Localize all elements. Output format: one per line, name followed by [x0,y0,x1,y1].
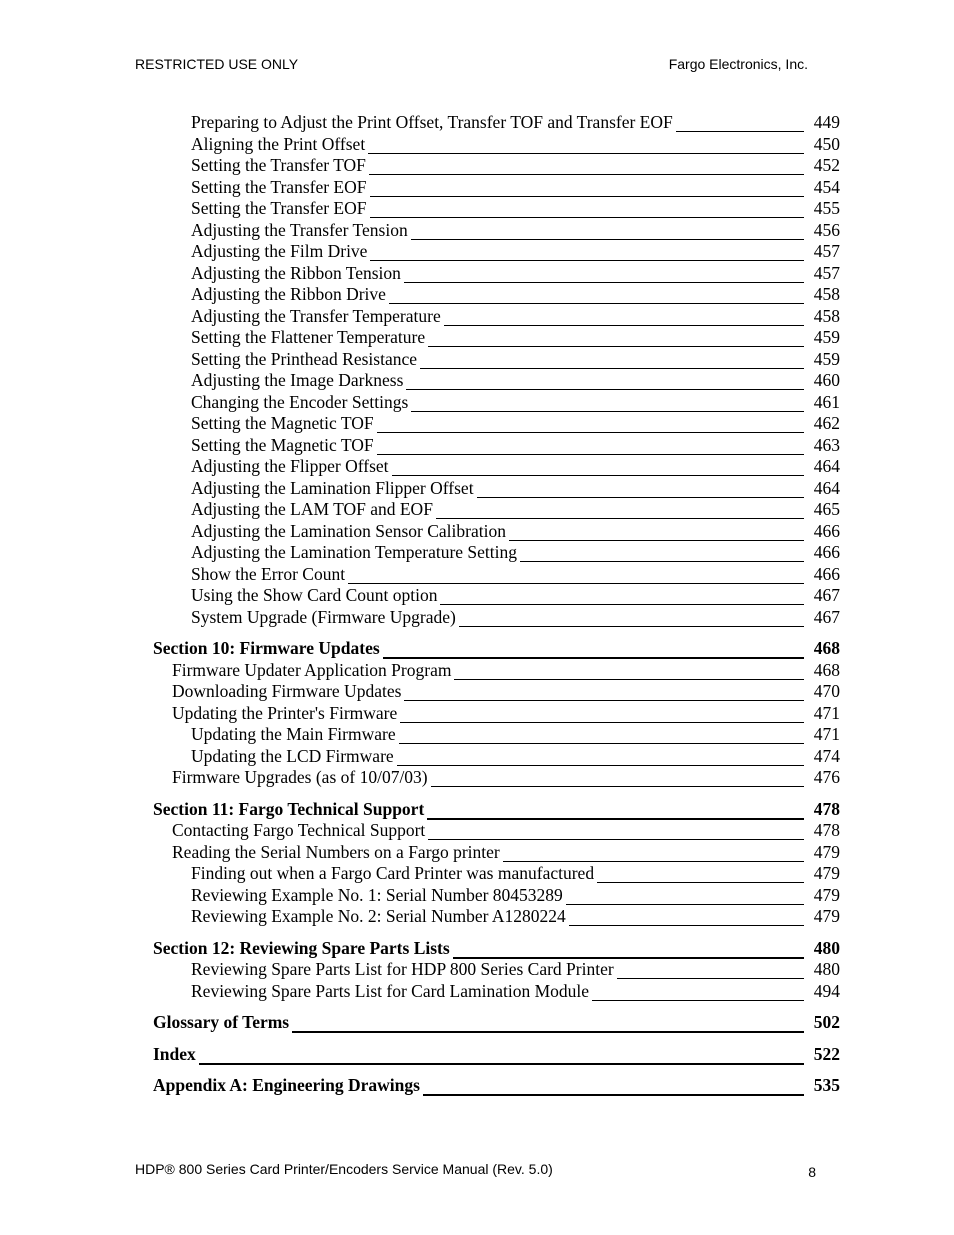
toc-leader-line [377,454,804,455]
toc-entry[interactable] [0,564,954,586]
toc-entry-page: 457 [813,262,840,283]
toc-leader-line [509,540,804,541]
toc-entry-page: 502 [813,1012,840,1032]
toc-leader-line [420,368,804,369]
toc-leader-line [397,765,804,766]
toc-leader-line [428,839,804,840]
toc-entry-page: 465 [813,499,840,519]
toc-entry-title: Setting the Transfer EOF [191,176,367,197]
toc-entry[interactable] [0,863,954,885]
toc-entry-page: 479 [813,863,840,883]
toc-section-heading[interactable] [0,799,954,821]
toc-leader-line [370,217,804,218]
toc-leader-line [370,260,804,261]
toc-entry[interactable] [0,842,954,864]
toc-leader-line [392,475,804,476]
toc-entry-title: Glossary of Terms [153,1012,290,1032]
toc-entry-title: System Upgrade (Firmware Upgrade) [191,606,456,627]
toc-entry-title: Downloading Firmware Updates [172,681,402,701]
toc-entry[interactable] [0,981,954,1003]
toc-section-heading[interactable] [0,1075,954,1097]
toc-entry-title: Firmware Upgrades (as of 10/07/03) [172,767,428,787]
toc-entry-page: 461 [813,391,840,412]
toc-entry[interactable] [0,767,954,789]
toc-leader-line [411,239,804,240]
toc-leader-line [389,303,804,304]
toc-entry[interactable] [0,284,954,306]
toc-leader-line [597,882,804,883]
toc-leader-line [406,389,804,390]
toc-entry-title: Updating the Printer's Firmware [172,702,398,723]
toc-entry-page: 459 [813,348,840,369]
toc-leader-line [292,1031,804,1033]
toc-entry-title: Reviewing Example No. 2: Serial Number A1280224 [191,906,566,926]
toc-entry[interactable] [0,542,954,564]
toc-entry-title: Adjusting the Transfer Temperature [191,305,441,326]
toc-entry-page: 478 [813,820,840,840]
toc-entry[interactable] [0,681,954,703]
toc-entry-page: 452 [813,155,840,175]
toc-entry[interactable] [0,349,954,371]
toc-entry-title: Updating the Main Firmware [191,724,396,744]
toc-entry-title: Adjusting the Ribbon Tension [191,262,401,283]
toc-entry[interactable] [0,435,954,457]
toc-entry[interactable] [0,746,954,768]
toc-entry[interactable] [0,499,954,521]
toc-leader-line [404,282,804,283]
toc-entry-page: 467 [813,606,840,627]
toc-entry-page: 471 [813,702,840,723]
toc-entry-title: Adjusting the Image Darkness [191,370,404,390]
toc-entry-page: 457 [813,241,840,261]
toc-entry-page: 462 [813,413,840,433]
toc-entry-title: Adjusting the Transfer Tension [191,219,408,240]
toc-entry-title: Firmware Updater Application Program [172,659,452,680]
toc-entry-title: Reviewing Example No. 1: Serial Number 80453289 [191,884,563,905]
toc-leader-line [454,679,804,680]
toc-entry-page: 478 [813,798,840,819]
toc-leader-line [399,743,804,744]
toc-entry-page: 479 [813,906,840,926]
toc-entry-page: 522 [813,1043,840,1064]
toc-entry-page: 535 [813,1075,840,1095]
toc-leader-line [617,978,804,979]
toc-entry[interactable] [0,456,954,478]
toc-entry[interactable] [0,198,954,220]
toc-entry-title: Setting the Magnetic TOF [191,413,374,433]
toc-entry[interactable] [0,820,954,842]
toc-entry-title: Using the Show Card Count option [191,585,438,605]
toc-entry[interactable] [0,660,954,682]
toc-entry-page: 479 [813,884,840,905]
toc-leader-line [520,561,804,562]
toc-entry-page: 471 [813,724,840,744]
toc-entry-page: 474 [813,745,840,766]
toc-entry-title: Setting the Transfer EOF [191,198,367,218]
toc-entry-title: Appendix A: Engineering Drawings [153,1075,420,1095]
toc-leader-line [431,786,804,787]
toc-entry-title: Changing the Encoder Settings [191,391,409,412]
toc-leader-line [459,626,804,627]
toc-leader-line [477,497,804,498]
toc-entry-page: 467 [813,585,840,605]
toc-entry-title: Adjusting the Lamination Sensor Calibration [191,520,506,541]
toc-entry-title: Reviewing Spare Parts List for HDP 800 Series Card Printer [191,959,614,979]
toc-leader-line [569,925,804,926]
running-header-right: Fargo Electronics, Inc. [668,56,808,72]
toc-leader-line [436,518,804,519]
toc-entry-title: Section 11: Fargo Technical Support [153,798,425,819]
toc-entry-page: 468 [813,659,840,680]
toc-entry-page: 456 [813,219,840,240]
toc-entry-title: Reading the Serial Numbers on a Fargo printer [172,841,500,862]
toc-entry[interactable] [0,177,954,199]
toc-entry[interactable] [0,703,954,725]
toc-entry-title: Index [153,1043,196,1064]
toc-entry-page: 458 [813,284,840,304]
toc-entry-page: 466 [813,520,840,541]
toc-entry-title: Show the Error Count [191,563,346,584]
toc-entry-title: Finding out when a Fargo Card Printer was manufactured [191,863,595,883]
toc-leader-line [404,700,804,701]
toc-leader-line [377,432,804,433]
toc-entry-page: 468 [813,638,840,658]
toc-entry[interactable] [0,413,954,435]
toc-leader-line [400,722,804,723]
toc-leader-line [503,861,804,862]
toc-leader-line [440,604,804,605]
toc-entry-page: 466 [813,542,840,562]
toc-entry[interactable] [0,112,954,134]
toc-entry-title: Adjusting the Ribbon Drive [191,284,386,304]
toc-leader-line [348,583,804,584]
toc-leader-line [199,1063,804,1065]
toc-entry[interactable] [0,220,954,242]
toc-entry-title: Setting the Transfer TOF [191,155,366,175]
toc-entry-title: Adjusting the LAM TOF and EOF [191,499,433,519]
toc-section-heading[interactable] [0,1044,954,1066]
running-footer-title: HDP® 800 Series Card Printer/Encoders Service Manual (Rev. 5.0) [135,1161,553,1177]
toc-entry[interactable] [0,585,954,607]
toc-entry-title: Contacting Fargo Technical Support [172,820,426,840]
toc-leader-line [369,174,804,175]
toc-entry-title: Setting the Magnetic TOF [191,434,374,455]
toc-entry[interactable] [0,241,954,263]
toc-entry[interactable] [0,959,954,981]
toc-entry-page: 480 [813,937,840,958]
toc-entry[interactable] [0,263,954,285]
toc-entry[interactable] [0,370,954,392]
toc-leader-line [411,411,804,412]
toc-entry-title: Reviewing Spare Parts List for Card Lamination Module [191,980,590,1001]
toc-entry[interactable] [0,885,954,907]
toc-entry-page: 470 [813,681,840,701]
toc-entry-title: Setting the Printhead Resistance [191,348,417,369]
toc-section-heading[interactable] [0,1012,954,1034]
toc-section-heading[interactable] [0,938,954,960]
toc-leader-line [676,131,804,132]
toc-section-heading[interactable] [0,638,954,660]
toc-entry-page: 463 [813,434,840,455]
toc-entry[interactable] [0,327,954,349]
toc-entry-page: 459 [813,327,840,347]
toc-entry-page: 454 [813,176,840,197]
table-of-contents [0,112,954,1097]
toc-entry[interactable] [0,392,954,414]
toc-entry-title: Updating the LCD Firmware [191,745,394,766]
toc-entry-title: Adjusting the Flipper Offset [191,456,389,476]
toc-entry-title: Aligning the Print Offset [191,133,366,154]
toc-entry[interactable] [0,478,954,500]
toc-entry-title: Section 10: Firmware Updates [153,638,380,658]
toc-entry-page: 455 [813,198,840,218]
toc-entry-page: 479 [813,841,840,862]
toc-leader-line [370,196,804,197]
toc-entry[interactable] [0,155,954,177]
toc-entry-page: 450 [813,133,840,154]
toc-entry[interactable] [0,306,954,328]
toc-entry-page: 458 [813,305,840,326]
page-number: 8 [808,1164,816,1180]
toc-entry-title: Setting the Flattener Temperature [191,327,426,347]
toc-entry-page: 449 [813,112,840,132]
toc-entry-title: Preparing to Adjust the Print Offset, Transfer TOF and Transfer EOF [191,112,673,132]
toc-entry-title: Adjusting the Lamination Flipper Offset [191,477,474,498]
toc-entry-page: 460 [813,370,840,390]
toc-entry[interactable] [0,724,954,746]
toc-entry-page: 464 [813,477,840,498]
toc-entry-page: 464 [813,456,840,476]
toc-entry-page: 476 [813,767,840,787]
toc-entry-page: 480 [813,959,840,979]
running-header-left: RESTRICTED USE ONLY [135,56,299,72]
toc-entry-title: Section 12: Reviewing Spare Parts Lists [153,937,450,958]
toc-entry[interactable] [0,521,954,543]
toc-leader-line [428,346,804,347]
toc-entry-title: Adjusting the Lamination Temperature Setting [191,542,518,562]
toc-entry-page: 494 [813,980,840,1001]
toc-leader-line [423,1094,804,1096]
toc-entry[interactable] [0,134,954,156]
toc-entry[interactable] [0,607,954,629]
toc-leader-line [368,153,804,154]
toc-leader-line [592,1000,804,1001]
toc-entry[interactable] [0,906,954,928]
toc-entry-page: 466 [813,563,840,584]
toc-entry-title: Adjusting the Film Drive [191,241,368,261]
toc-leader-line [566,904,804,905]
toc-leader-line [444,325,804,326]
